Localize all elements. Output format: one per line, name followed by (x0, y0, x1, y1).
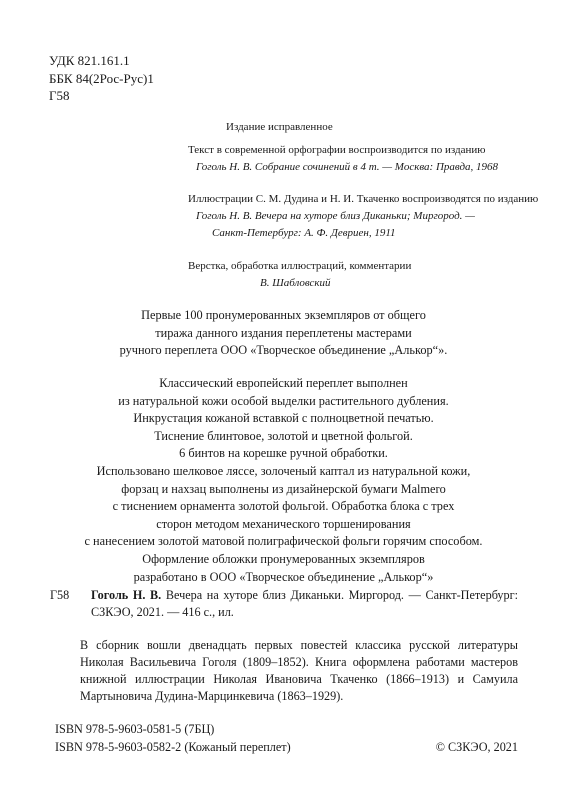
illustrations-line-2: Гоголь Н. В. Вечера на хуторе близ Диканьки; Миргород. — (196, 210, 475, 222)
illustrations-note (188, 191, 538, 242)
first-copies-line: ручного переплета ООО «Творческое объединение „Алькор“». (119, 343, 448, 358)
catalog-description: Вечера на хуторе близ Диканьки. Миргород. — Санкт-Петербург: СЗКЭО, 2021. — 416 с., ил. (91, 588, 518, 619)
binding-line: Использовано шелковое ляссе, золоченый каптал из натуральной кожи, (96, 463, 471, 478)
edition-note: Издание исправленное (226, 121, 333, 133)
first-copies-line: тиража данного издания переплетены мастерами (155, 325, 412, 340)
catalog-text (91, 587, 518, 621)
isbn-line-1: ISBN 978-5-9603-0581-5 (7БЦ) (55, 722, 215, 736)
layout-credits-name: В. Шабловский (260, 277, 331, 289)
layout-credits (188, 258, 411, 292)
binding-line: Оформление обложки пронумерованных экземпляров (142, 551, 425, 566)
binding-line: из натуральной кожи особой выделки растительного дубления. (118, 393, 449, 408)
catalog-code: Г58 (50, 588, 70, 602)
binding-line: 6 бинтов на корешке ручной обработки. (179, 446, 388, 461)
orthography-line-1: Текст в современной орфографии воспроизводится по изданию (188, 144, 486, 156)
binding-line: разработано в ООО «Творческое объединение „Алькор“» (133, 569, 434, 584)
classification-codes (49, 52, 154, 105)
edition-note-block (226, 119, 333, 136)
udk-code: УДК 821.161.1 (49, 53, 130, 68)
orthography-note (188, 142, 498, 176)
binding-line: Тиснение блинтовое, золотой и цветной фольгой. (154, 428, 413, 443)
isbn-line-2: ISBN 978-5-9603-0582-2 (Кожаный переплет) (55, 740, 291, 754)
first-copies-line: Первые 100 пронумерованных экземпляров от общего (141, 308, 426, 322)
bbk-code: ББК 84(2Рос-Рус)1 (49, 70, 154, 86)
binding-description (0, 375, 567, 586)
binding-line: сторон методом механического торшенирования (156, 516, 411, 531)
illustrations-line-1: Иллюстрации С. М. Дудина и Н. И. Ткаченко воспроизводятся по изданию (188, 193, 539, 205)
orthography-line-2: Гоголь Н. В. Собрание сочинений в 4 т. — Москва: Правда, 1968 (196, 161, 499, 173)
catalog-author: Гоголь Н. В. (91, 588, 162, 602)
author-mark: Г58 (49, 88, 70, 103)
copyright: © СЗКЭО, 2021 (435, 740, 518, 754)
binding-line: с тиснением орнамента золотой фольгой. Обработка блока с трех (112, 499, 455, 514)
book-abstract: В сборник вошли двенадцать первых повестей классика русской литературы Николая Васильевича Гоголя (1809–1852). Книга оформлена работами мастеров книжной иллюстрации Николая Ивановича Ткаченко (1866–1913) и Самуила Мартыновича Дудина-Марцинкевича (1863–1929). (80, 638, 518, 703)
isbn-block (55, 720, 291, 756)
first-copies-note (0, 307, 567, 360)
binding-line: форзац и нахзац выполнены из дизайнерской бумаги Malmero (121, 481, 446, 496)
layout-credits-line-1: Верстка, обработка иллюстраций, комментарии (188, 260, 412, 272)
binding-line: Инкрустация кожаной вставкой с полноцветной печатью. (133, 411, 434, 426)
binding-line: Классический европейский переплет выполнен (159, 376, 408, 390)
binding-line: с нанесением золотой матовой полиграфической фольги горячим способом. (84, 534, 483, 549)
illustrations-line-3: Санкт-Петербург: А. Ф. Девриен, 1911 (212, 227, 396, 239)
